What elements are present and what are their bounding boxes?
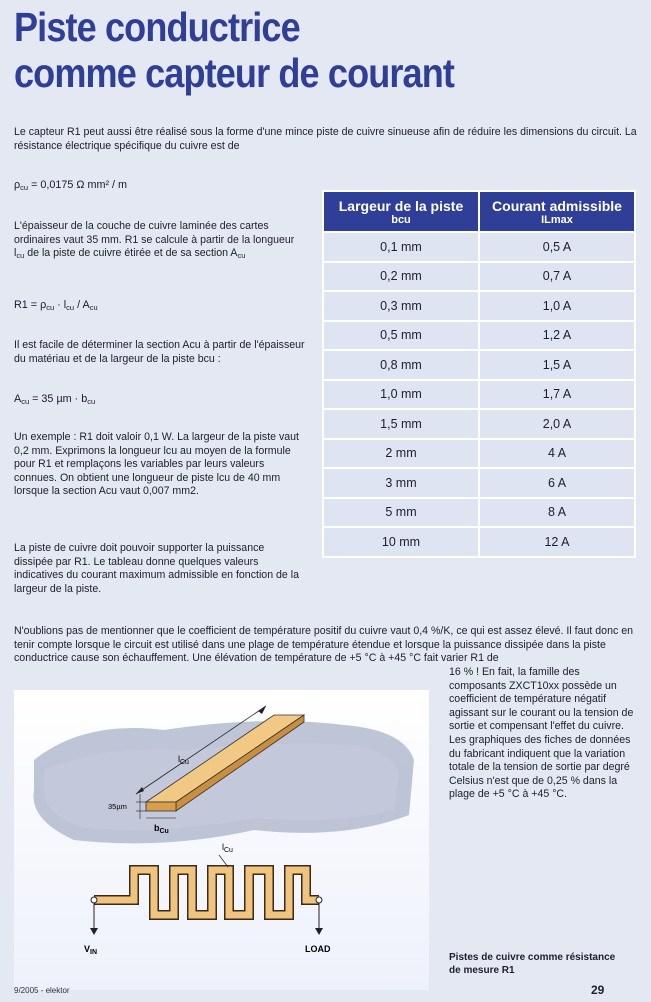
title-line-1: Piste conductrice xyxy=(14,4,300,50)
track-width-cell: 0,1 mm xyxy=(323,232,479,262)
section-paragraph: Il est facile de déterminer la section Acu à partir de l'épaisseur du matériau et de la largeur de la piste bcu : xyxy=(14,339,305,365)
load-terminal xyxy=(316,897,322,903)
table-row xyxy=(323,321,635,351)
figure-illustration xyxy=(14,690,429,990)
formula-rho: $\rho_{cu} = 0,0175$ Ω mm² / m xyxy=(14,179,128,192)
table-row xyxy=(323,380,635,410)
formula-acu: $A_{cu} = 35$ $\mu m \cdot b_{cu}$ xyxy=(14,393,96,406)
table-row xyxy=(323,527,635,557)
track-width-cell: 0,5 mm xyxy=(323,321,479,351)
track-width-cell: 5 mm xyxy=(323,498,479,528)
table-row xyxy=(323,291,635,321)
track-width-cell: 2 mm xyxy=(323,439,479,469)
page-number: 29 xyxy=(591,983,605,997)
table-row xyxy=(323,439,635,469)
track-width-cell: 3 mm xyxy=(323,468,479,498)
thickness-label: 35µm xyxy=(108,802,127,811)
current-cell: 4 A xyxy=(479,439,635,469)
width-label: $b_{Cu}$ xyxy=(154,823,169,835)
table-header-row xyxy=(323,191,635,232)
vin-label: $V_{IN}$ xyxy=(84,944,98,956)
track-width-cell: 0,8 mm xyxy=(323,350,479,380)
track-width-cell: 0,2 mm xyxy=(323,262,479,292)
table-row xyxy=(323,409,635,439)
vin-terminal xyxy=(91,897,97,903)
page-title xyxy=(14,4,454,96)
table-row xyxy=(323,232,635,262)
intro-paragraph: Le capteur R1 peut aussi être réalisé sous la forme d'une mince piste de cuivre sinueuse afin de réduire les dimensions du circuit. La résistance électrique spécifique du cuivre est de xyxy=(14,126,637,152)
example-paragraph: Un exemple : R1 doit valoir 0,1 W. La largeur de la piste vaut 0,2 mm. Exprimons la longueur lcu au moyen de la formule pour R1 et remplaçons les variables par leurs valeurs connues. On obtient une longueur de piste lcu de 40 mm lorsque la section Acu vaut 0,007 mm2. xyxy=(14,431,300,498)
track-width-cell: 10 mm xyxy=(323,527,479,557)
thickness-paragraph: L'épaisseur de la couche de cuivre laminée des cartes ordinaires vaut 35 mm. R1 se calcule à partir de la longueur $l_{cu}$ de la piste de cuivre étirée et de sa section $A_{cu}$ xyxy=(14,220,295,261)
current-cell: 12 A xyxy=(479,527,635,557)
table-row xyxy=(323,498,635,528)
current-cell: 6 A xyxy=(479,468,635,498)
current-cell: 0,7 A xyxy=(479,262,635,292)
load-label: LOAD xyxy=(305,944,331,954)
table-row xyxy=(323,350,635,380)
table-header-width: Largeur de la piste bcu xyxy=(323,191,479,232)
table-header-current: Courant admissible ILmax xyxy=(479,191,635,232)
temperature-paragraph: N'oublions pas de mentionner que le coefficient de température positif du cuivre vaut 0,4 %/K, ce qui est assez élevé. Il faut donc en tenir compte lorsque le circuit est utilisé dans une plage de température étendue et lorsque la puissance dissipée dans la piste conductrice cause son échauffement. Une élévation de température de +5 °C à +45 °C fait varier R1 de xyxy=(14,625,633,665)
current-paragraph: La piste de cuivre doit pouvoir supporter la puissance dissipée par R1. Le tableau donne quelques valeurs indicatives du courant maximum admissible en fonction de la largeur de la piste. xyxy=(14,542,299,595)
copper-bar-front xyxy=(146,802,176,811)
table-row xyxy=(323,262,635,292)
formula-r1: $R1 = \rho_{cu} \cdot l_{cu} / A_{cu}$ xyxy=(14,299,98,312)
copper-track-figure xyxy=(14,690,429,990)
table-row xyxy=(323,468,635,498)
current-cell: 1,0 A xyxy=(479,291,635,321)
current-cell: 1,7 A xyxy=(479,380,635,410)
current-cell: 8 A xyxy=(479,498,635,528)
footer-issue: 9/2005 - elektor xyxy=(14,986,70,995)
length-label-track: $l_{Cu}$ xyxy=(222,842,233,854)
current-cell: 1,2 A xyxy=(479,321,635,351)
current-cell: 1,5 A xyxy=(479,350,635,380)
table-body xyxy=(323,232,635,557)
track-width-cell: 0,3 mm xyxy=(323,291,479,321)
track-width-cell: 1,0 mm xyxy=(323,380,479,410)
track-current-table xyxy=(322,190,636,558)
current-cell: 0,5 A xyxy=(479,232,635,262)
title-line-2: comme capteur de courant xyxy=(14,50,455,96)
track-width-cell: 1,5 mm xyxy=(323,409,479,439)
temperature-paragraph-continued: 16 % ! En fait, la famille des composants ZXCT10xx possède un coefficient de température négatif agissant sur le courant ou la tension de sortie et compensant l'effet du cuivre. Les graphiques des fiches de données du fabricant indiquent que la variation totale de la tension de sortie par degré Celsius n'est que de 0,25 % dans la plage de +5 °C à +45 °C. xyxy=(449,666,634,801)
figure-caption: Pistes de cuivre comme résistance de mesure R1 xyxy=(449,952,616,976)
current-cell: 2,0 A xyxy=(479,409,635,439)
length-label-top: $l_{Cu}$ xyxy=(178,754,189,766)
